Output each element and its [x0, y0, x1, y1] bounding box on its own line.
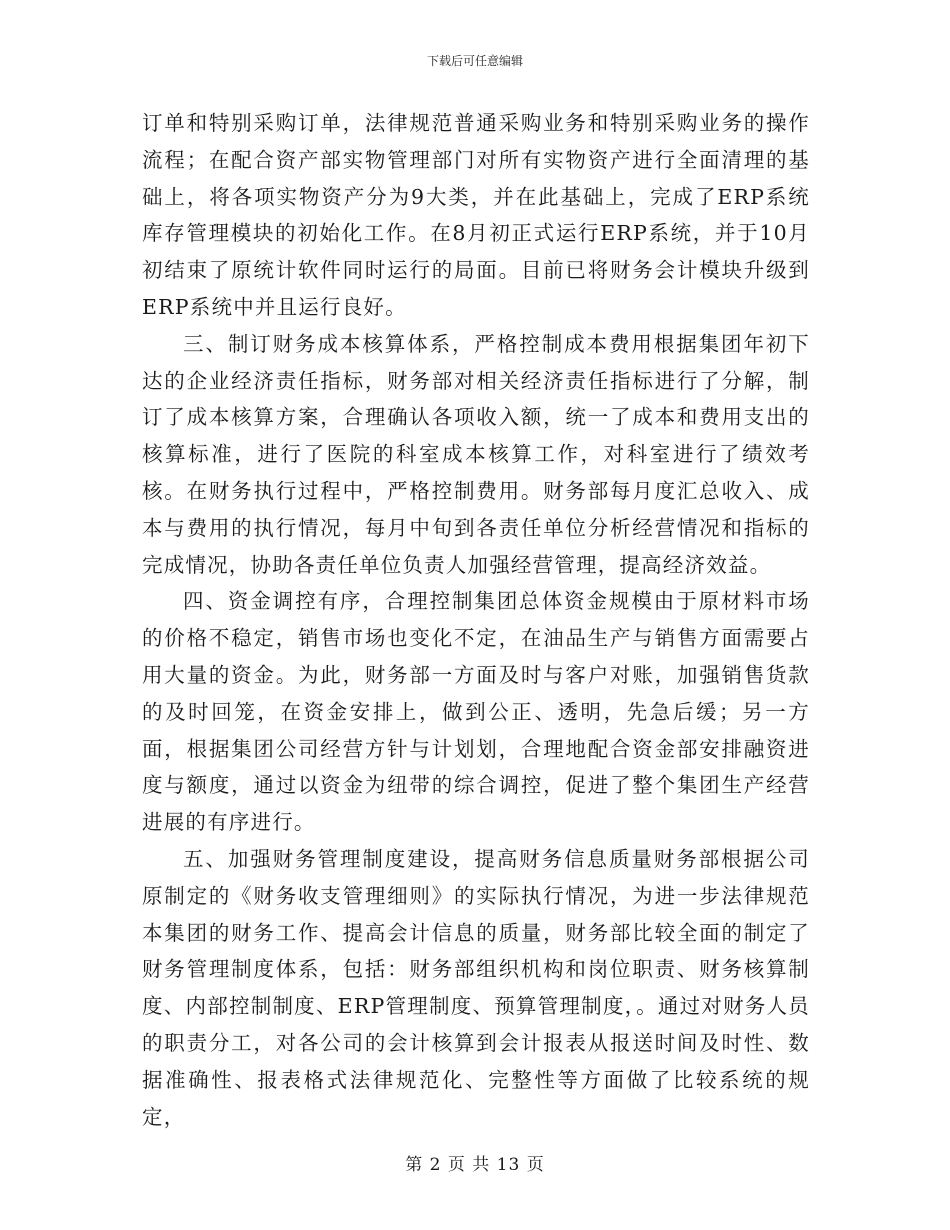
paragraph-section-4: 四、资金调控有序，合理控制集团总体资金规模由于原材料市场的价格不稳定，销售市场也变化不定，在油品生产与销售方面需要占用大量的资金。为此，财务部一方面及时与客户对账，加强销售货款的及时回笼，在资金安排上，做到公正、透明，先急后缓；另一方面，根据集团公司经营方针与计划划，合理地配合资金部安排融资进度与额度，通过以资金为纽带的综合调控，促进了整个集团生产经营进展的有序进行。	[142, 589, 810, 835]
paragraph-section-5: 五、加强财务管理制度建设，提高财务信息质量财务部根据公司原制定的《财务收支管理细则》的实际执行情况，为进一步法律规范本集团的财务工作、提高会计信息的质量，财务部比较全面的制定了财务管理制度体系，包括：财务部组织机构和岗位职责、财务核算制度、内部控制制度、ERP管理制度、预算管理制度，。通过对财务人员的职责分工，对各公司的会计核算到会计报表从报送时间及时性、数据准确性、报表格式法律规范化、完整性等方面做了比较系统的规定，	[142, 846, 810, 1129]
paragraph-section-3: 三、制订财务成本核算体系，严格控制成本费用根据集团年初下达的企业经济责任指标，财务部对相关经济责任指标进行了分解，制订了成本核算方案，合理确认各项收入额，统一了成本和费用支出的核算标准，进行了医院的科室成本核算工作，对科室进行了绩效考核。在财务执行过程中，严格控制费用。财务部每月度汇总收入、成本与费用的执行情况，每月中旬到各责任单位分析经营情况和指标的完成情况，协助各责任单位负责人加强经营管理，提高经济效益。	[142, 331, 810, 577]
page-number-footer: 第 2 页 共 13 页	[405, 1155, 545, 1175]
document-body	[142, 105, 810, 1135]
page-header: 下载后可任意编辑	[426, 54, 523, 68]
paragraph-continuation: 订单和特别采购订单，法律规范普通采购业务和特别采购业务的操作流程；在配合资产部实物管理部门对所有实物资产进行全面清理的基础上，将各项实物资产分为9大类，并在此基础上，完成了ERP系统库存管理模块的初始化工作。在8月初正式运行ERP系统，并于10月初结束了原统计软件同时运行的局面。目前已将财务会计模块升级到ERP系统中并且运行良好。	[142, 111, 810, 319]
